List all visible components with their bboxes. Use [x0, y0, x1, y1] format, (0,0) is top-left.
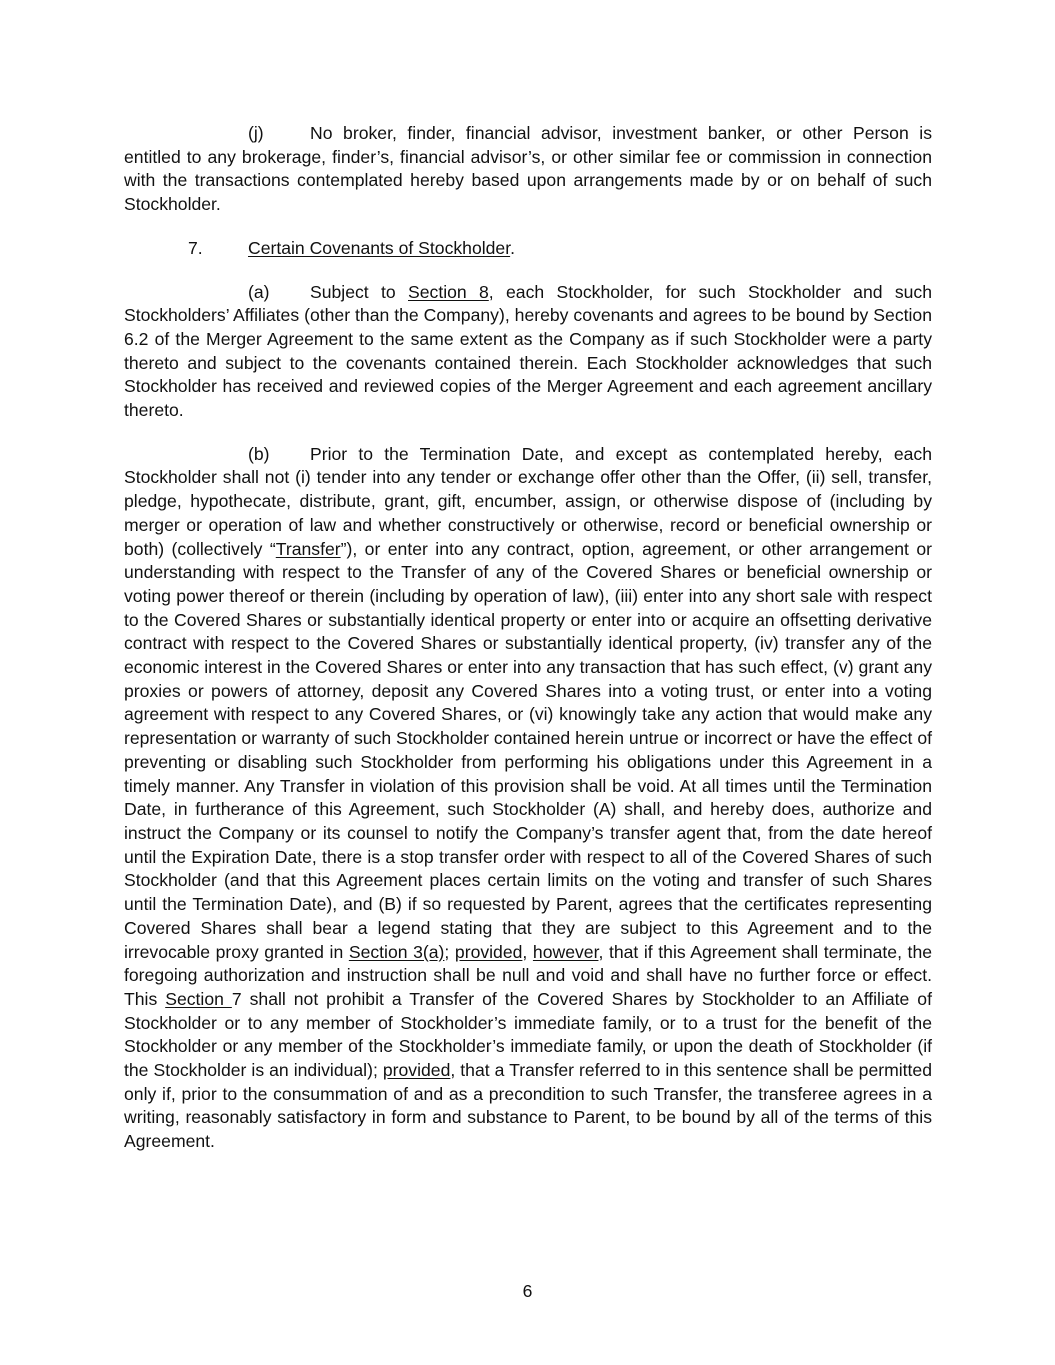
document-body — [124, 122, 932, 1154]
text-run: Prior to the Termination Date, and except as contemplated hereby, each Stockholder shall not (i) tender into any tender or exchange offer other than the Offer, (ii) sell, transfer, pledge, hypothecate, distribute, grant, gift, encumber, assign, or otherwise dispose of (including by merger or operation of law and whether constructively or otherwise, record or beneficial ownership or both) (collectively “ — [124, 443, 932, 559]
text-run: Subject to — [310, 281, 408, 302]
section-reference: Section 8 — [408, 281, 489, 302]
section-heading — [124, 237, 932, 261]
section-title-end: . — [510, 237, 515, 258]
text-run: , that if this Agreement shall terminate, the foregoing authorization and instruction shall be null and void and shall have no further force or effect. This — [124, 941, 933, 1009]
text-run: ; — [444, 941, 455, 962]
text-run: , each Stockholder, for such Stockholder and such Stockholders’ Affiliates (other than the Company), hereby covenants and agrees to be bound by Section 6.2 of the Merger Agreement to the same extent as the Company as if such Stockholder were a party thereto and subject to the covenants contained therein. Each Stockholder acknowledges that such Stockholder has received and reviewed copies of the Merger Agreement and each agreement ancillary thereto. — [124, 281, 933, 421]
paragraph-text: No broker, finder, financial advisor, investment banker, or other Person is entitled to any brokerage, finder’s, financial advisor’s, or other similar fee or commission in connection with the transactions contemplated hereby based upon arrangements made by or on behalf of such Stockholder. — [124, 123, 932, 215]
text-run: ”), or enter into any contract, option, agreement, or other arrangement or understanding with respect to the Transfer of any of the Covered Shares or beneficial ownership or voting power thereof or therein (including by operation of law), (iii) enter into any short sale with respect to the Covered Shares or substantially identical property or enter into or acquire an offsetting derivative contract with respect to the Covered Shares or substantially identical property, (iv) transfer any of the economic interest in the Covered Shares or enter into any transaction that has such effect, (v) grant any proxies or powers of attorney, deposit any Covered Shares into a voting trust, or enter into a voting agreement with respect to any Covered Shares, or (vi) knowingly take any action that would make any representation or warranty of such Stockholder contained herein untrue or incorrect or have the effect of preventing or disabling such Stockholder from performing his obligations under this Agreement in a timely manner. Any Transfer in violation of this provision shall be void. At all times until the Termination Date, in furtherance of this Agreement, such Stockholder (A) shall, and hereby does, authorize and instruct the Company or its counsel to notify the Company’s transfer agent that, from the date hereof until the Expiration Date, there is a stop transfer order with respect to all of the Covered Shares of such Stockholder (and that this Agreement places certain limits on the voting and transfer of such Shares until the Termination Date), and (B) if so requested by Parent, agrees that the certificates representing Covered Shares shall bear a legend stating that they are subject to this Agreement and to the irrevocable proxy granted in — [124, 538, 932, 962]
paragraph-a — [124, 281, 932, 423]
section-number: 7. — [188, 237, 203, 258]
text-run: 7 shall not prohibit a Transfer of the Covered Shares by Stockholder to an Affiliate of Stockholder or to any member of Stockholder’s immediate family, or to a trust for the benefit of the Stockholder or any member of the Stockholder’s immediate family, or upon the death of Stockholder (if the Stockholder is an individual); — [124, 988, 932, 1081]
paragraph-j — [124, 122, 932, 217]
section-reference: Section — [165, 988, 232, 1009]
paragraph-label: (j) — [248, 123, 264, 143]
defined-term: Transfer — [275, 538, 341, 559]
provided-term: provided — [454, 941, 523, 962]
text-run: , — [522, 941, 533, 962]
however-term: however — [532, 941, 599, 962]
page-number: 6 — [522, 1281, 533, 1301]
section-reference: Section 3(a) — [348, 941, 445, 962]
paragraph-label: (b) — [248, 443, 270, 464]
paragraph-label: (a) — [248, 281, 270, 302]
paragraph-b — [124, 443, 932, 1154]
text-run: , that a Transfer referred to in this sentence shall be permitted only if, prior to the consummation of and as a precondition to such Transfer, the transferee agrees in a writing, reasonably satisfactory in form and substance to Parent, to be bound by all of the terms of this Agreement. — [124, 1060, 932, 1152]
provided-term: provided — [382, 1060, 451, 1081]
section-title: Certain Covenants of Stockholder — [248, 237, 511, 258]
